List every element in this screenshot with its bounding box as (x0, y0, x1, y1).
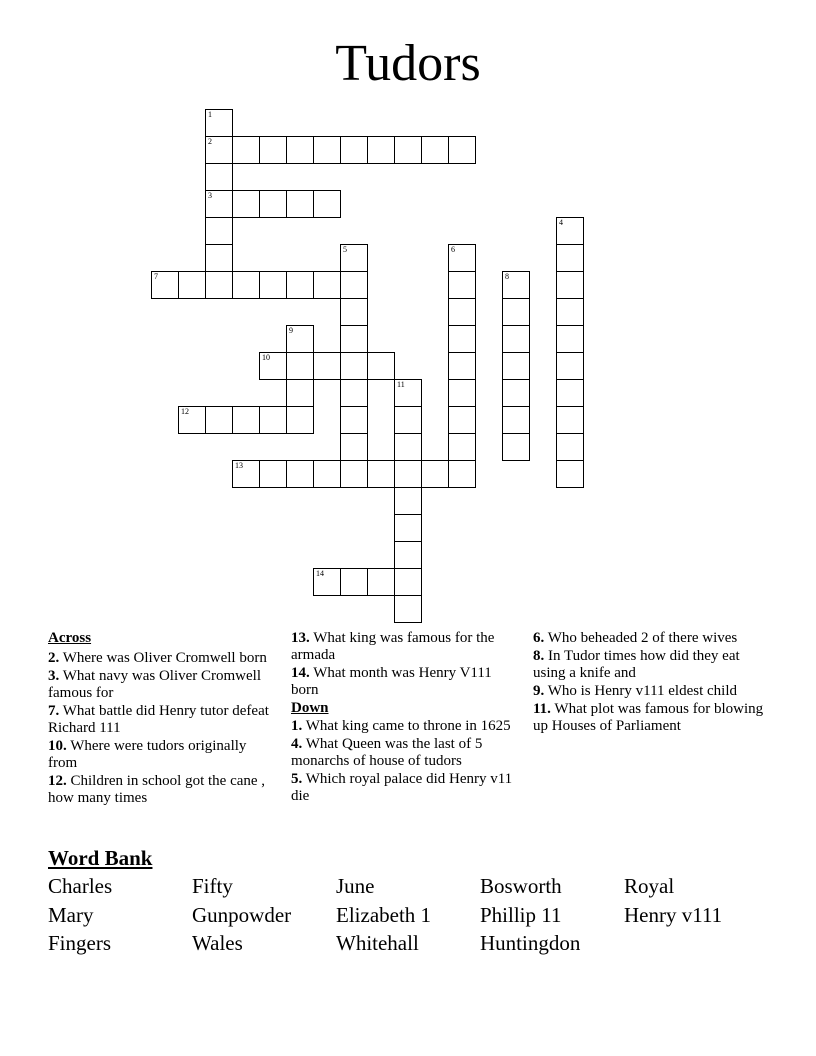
clue-number: 7. (48, 703, 60, 719)
clue (48, 738, 273, 772)
grid-cell[interactable] (448, 433, 476, 461)
grid-cell[interactable] (448, 379, 476, 407)
clue-number: 2 (208, 137, 212, 146)
grid-cell[interactable] (448, 460, 476, 488)
clues-column-1 (48, 630, 273, 808)
word-bank-word: Huntingdon (480, 931, 581, 955)
grid-cell[interactable] (286, 136, 314, 164)
grid-cell[interactable] (367, 352, 395, 380)
grid-cell[interactable] (313, 568, 341, 596)
down-heading: Down (291, 700, 329, 716)
clue (533, 701, 773, 735)
grid-cell[interactable] (502, 406, 530, 434)
grid-cell[interactable] (232, 271, 260, 299)
clue-text: What month was Henry V111 born (291, 665, 492, 698)
clue (533, 648, 773, 682)
grid-cell[interactable] (286, 352, 314, 380)
grid-cell[interactable] (232, 136, 260, 164)
clue-text: What battle did Henry tutor defeat Richard 111 (48, 703, 269, 736)
clue (533, 683, 773, 700)
clue (291, 771, 516, 805)
grid-cell[interactable] (502, 325, 530, 353)
clue-number: 13 (235, 461, 243, 470)
grid-cell[interactable] (205, 217, 233, 245)
word-bank-word: Henry v111 (624, 903, 723, 927)
clue (291, 736, 516, 770)
grid-cell[interactable] (205, 163, 233, 191)
clue-number: 11 (397, 380, 405, 389)
clue-text: Children in school got the cane , how many times (48, 773, 266, 806)
grid-cell[interactable] (259, 190, 287, 218)
grid-cell[interactable] (205, 109, 233, 137)
clue (48, 650, 273, 667)
clue-number: 6. (533, 630, 545, 646)
grid-cell[interactable] (394, 541, 422, 569)
grid-cell[interactable] (286, 406, 314, 434)
grid-cell[interactable] (394, 379, 422, 407)
grid-cell[interactable] (394, 433, 422, 461)
grid-cell[interactable] (286, 271, 314, 299)
grid-cell[interactable] (205, 190, 233, 218)
grid-cell[interactable] (232, 460, 260, 488)
clue (533, 630, 773, 647)
grid-cell[interactable] (448, 244, 476, 272)
grid-cell[interactable] (556, 352, 584, 380)
grid-cell[interactable] (394, 406, 422, 434)
grid-cell[interactable] (286, 460, 314, 488)
grid-cell[interactable] (340, 136, 368, 164)
grid-cell[interactable] (205, 244, 233, 272)
clue-text: Who beheaded 2 of there wives (544, 630, 738, 646)
clue (48, 773, 273, 807)
grid-cell[interactable] (259, 406, 287, 434)
clue-number: 5. (291, 771, 303, 787)
grid-cell[interactable] (286, 379, 314, 407)
across-heading: Across (48, 630, 92, 646)
grid-cell[interactable] (340, 379, 368, 407)
grid-cell[interactable] (367, 568, 395, 596)
grid-cell[interactable] (502, 298, 530, 326)
grid-cell[interactable] (151, 271, 179, 299)
grid-cell[interactable] (259, 352, 287, 380)
grid-cell[interactable] (286, 325, 314, 353)
clues-column-2 (291, 630, 516, 806)
grid-cell[interactable] (394, 514, 422, 542)
clue-number: 10 (262, 353, 270, 362)
grid-cell[interactable] (205, 406, 233, 434)
grid-cell[interactable] (259, 271, 287, 299)
clues-column-3 (533, 630, 773, 736)
grid-cell[interactable] (340, 352, 368, 380)
grid-cell[interactable] (178, 271, 206, 299)
grid-cell[interactable] (556, 244, 584, 272)
grid-cell[interactable] (502, 433, 530, 461)
grid-cell[interactable] (259, 460, 287, 488)
grid-cell[interactable] (421, 136, 449, 164)
clue-text: What king came to throne in 1625 (302, 718, 511, 734)
clue-number: 12 (181, 407, 189, 416)
grid-cell[interactable] (394, 487, 422, 515)
word-bank-word: Charles (48, 874, 113, 898)
clue-text: Which royal palace did Henry v11 die (291, 771, 513, 804)
grid-cell[interactable] (313, 352, 341, 380)
word-bank-word: Wales (192, 931, 243, 955)
clue-text: What king was famous for the armada (291, 630, 495, 663)
word-bank-word: Bosworth (480, 874, 562, 898)
clue (291, 630, 516, 664)
grid-cell[interactable] (448, 325, 476, 353)
grid-cell[interactable] (448, 406, 476, 434)
grid-cell[interactable] (340, 433, 368, 461)
word-bank-word: Fingers (48, 931, 111, 955)
grid-cell[interactable] (448, 136, 476, 164)
clue-text: Where were tudors originally from (48, 738, 247, 771)
across-clue-list-continued (291, 630, 516, 699)
clue-number: 13. (291, 630, 310, 646)
clue-number: 11. (533, 701, 551, 717)
clue-number: 8. (533, 648, 545, 664)
word-bank-word: Whitehall (336, 931, 419, 955)
clue-text: Who is Henry v111 eldest child (544, 683, 737, 699)
grid-cell[interactable] (340, 460, 368, 488)
clue-number: 1. (291, 718, 303, 734)
clue-number: 10. (48, 738, 67, 754)
down-clue-list-continued (533, 630, 773, 735)
grid-cell[interactable] (340, 325, 368, 353)
clue-number: 9 (289, 326, 293, 335)
grid-cell[interactable] (313, 190, 341, 218)
grid-cell[interactable] (556, 217, 584, 245)
word-bank-word: Mary (48, 903, 94, 927)
grid-cell[interactable] (502, 352, 530, 380)
clue (48, 703, 273, 737)
page-title: Tudors (335, 35, 481, 92)
grid-cell[interactable] (313, 136, 341, 164)
grid-cell[interactable] (313, 271, 341, 299)
grid-cell[interactable] (556, 379, 584, 407)
clue (291, 665, 516, 699)
clue-text: What Queen was the last of 5 monarchs of house of tudors (291, 736, 483, 769)
word-bank-word: Gunpowder (192, 903, 292, 927)
clue-number: 3. (48, 668, 60, 684)
grid-cell[interactable] (502, 271, 530, 299)
grid-cell[interactable] (421, 460, 449, 488)
grid-cell[interactable] (178, 406, 206, 434)
grid-cell[interactable] (340, 271, 368, 299)
clue-number: 12. (48, 773, 67, 789)
clue-number: 5 (343, 245, 347, 254)
grid-cell[interactable] (340, 298, 368, 326)
clue-text: What navy was Oliver Cromwell famous for (48, 668, 262, 701)
grid-cell[interactable] (340, 568, 368, 596)
grid-cell[interactable] (448, 271, 476, 299)
word-bank-word: Elizabeth 1 (336, 903, 432, 927)
clue-number: 6 (451, 245, 455, 254)
grid-cell[interactable] (556, 460, 584, 488)
clue-number: 4. (291, 736, 303, 752)
clue-number: 14 (316, 569, 324, 578)
grid-cell[interactable] (313, 460, 341, 488)
grid-cell[interactable] (556, 298, 584, 326)
word-bank-word: Royal (624, 874, 675, 898)
grid-cell[interactable] (556, 271, 584, 299)
word-bank-heading: Word Bank (48, 846, 153, 870)
grid-cell[interactable] (205, 271, 233, 299)
down-clue-list (291, 718, 516, 805)
grid-cell[interactable] (556, 325, 584, 353)
word-bank-word: Phillip 11 (480, 903, 562, 927)
across-clue-list (48, 650, 273, 807)
grid-cell[interactable] (205, 136, 233, 164)
grid-cell[interactable] (232, 406, 260, 434)
grid-cell[interactable] (367, 136, 395, 164)
clue-number: 1 (208, 110, 212, 119)
clue-number: 3 (208, 191, 212, 200)
grid-cell[interactable] (448, 298, 476, 326)
grid-cell[interactable] (340, 244, 368, 272)
grid-cell[interactable] (394, 136, 422, 164)
grid-cell[interactable] (232, 190, 260, 218)
grid-cell[interactable] (340, 406, 368, 434)
clue-number: 9. (533, 683, 545, 699)
grid-cell[interactable] (556, 433, 584, 461)
grid-cell[interactable] (394, 568, 422, 596)
clue (48, 668, 273, 702)
grid-cell[interactable] (556, 406, 584, 434)
clue-number: 8 (505, 272, 509, 281)
grid-cell[interactable] (394, 595, 422, 623)
grid-cell[interactable] (367, 460, 395, 488)
clue-number: 14. (291, 665, 310, 681)
clue-number: 4 (559, 218, 563, 227)
clue (291, 718, 516, 735)
grid-cell[interactable] (394, 460, 422, 488)
grid-cell[interactable] (448, 352, 476, 380)
clue-text: What plot was famous for blowing up Houses of Parliament (533, 701, 764, 734)
grid-cell[interactable] (259, 136, 287, 164)
clue-text: In Tudor times how did they eat using a knife and (533, 648, 740, 681)
word-bank-word: June (336, 874, 375, 898)
grid-cell[interactable] (286, 190, 314, 218)
clue-number: 7 (154, 272, 158, 281)
grid-cell[interactable] (502, 379, 530, 407)
clue-text: Where was Oliver Cromwell born (59, 650, 267, 666)
clue-number: 2. (48, 650, 60, 666)
word-bank-word: Fifty (192, 874, 233, 898)
